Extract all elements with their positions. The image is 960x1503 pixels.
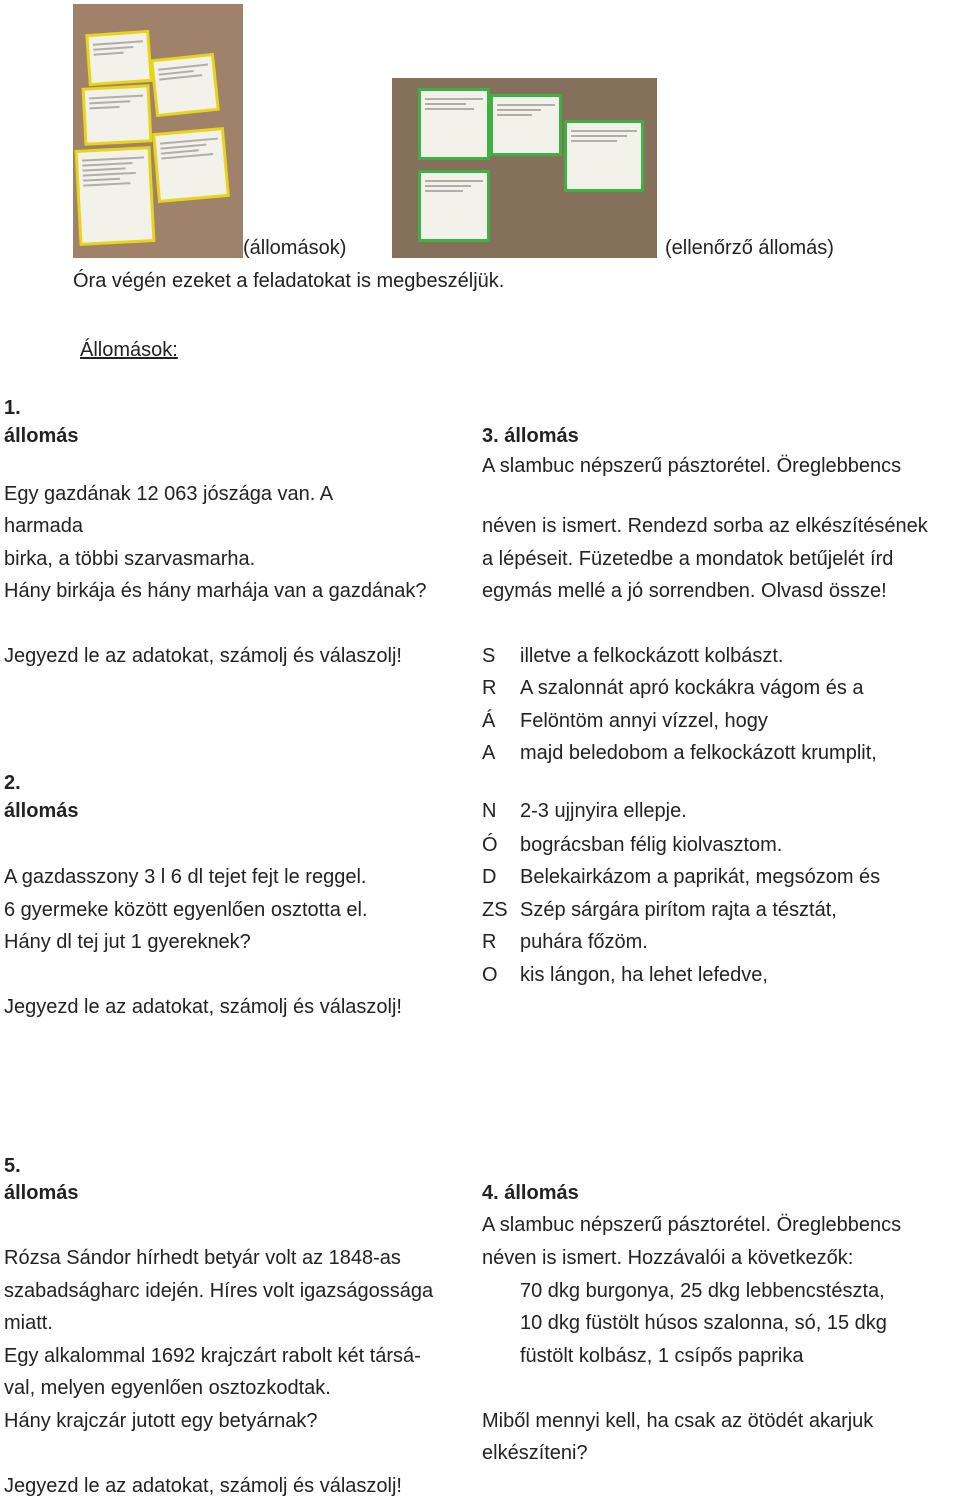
station5-line: szabadságharc idején. Híres volt igazságossága bbox=[4, 1280, 434, 1302]
station5-instruction: Jegyezd le az adatokat, számolj és válaszolj! bbox=[4, 1475, 402, 1497]
recipe-step bbox=[482, 894, 837, 927]
check-station-caption: (ellenőrző állomás) bbox=[665, 237, 834, 259]
yellow-card bbox=[152, 127, 230, 203]
station2-title: állomás bbox=[4, 800, 79, 822]
station5-line: Hány krajczár jutott egy betyárnak? bbox=[4, 1410, 318, 1432]
ingredient-line: 70 dkg burgonya, 25 dkg lebbencstészta, bbox=[520, 1280, 885, 1302]
step-letter: Á bbox=[482, 710, 496, 732]
station3-line: A slambuc népszerű pásztorétel. Öreglebbencs bbox=[482, 455, 902, 477]
stations-caption: (állomások) bbox=[243, 237, 347, 259]
station1-line: harmada bbox=[4, 515, 83, 537]
check-station-photo bbox=[392, 78, 657, 258]
step-text: Belekairkázom a paprikát, megsózom és bbox=[520, 866, 881, 888]
step-letter: D bbox=[482, 866, 497, 888]
station2-instruction: Jegyezd le az adatokat, számolj és válaszolj! bbox=[4, 996, 402, 1018]
green-card bbox=[418, 88, 490, 160]
recipe-step bbox=[482, 861, 880, 894]
stations-heading: Állomások: bbox=[80, 339, 178, 361]
green-card bbox=[490, 94, 562, 156]
green-card bbox=[564, 120, 644, 192]
yellow-card bbox=[82, 84, 153, 145]
station4-intro-line: néven is ismert. Hozzávalói a következők: bbox=[482, 1247, 854, 1269]
station3-title: 3. állomás bbox=[482, 425, 579, 447]
recipe-step bbox=[482, 640, 783, 673]
station5-title: állomás bbox=[4, 1182, 79, 1204]
step-letter: Ó bbox=[482, 834, 498, 856]
stations-photo bbox=[73, 4, 243, 258]
ingredient-line: 10 dkg füstölt húsos szalonna, só, 15 dkg bbox=[520, 1312, 887, 1334]
station5-number: 5. bbox=[4, 1155, 21, 1177]
step-text: Felöntöm annyi vízzel, hogy bbox=[520, 710, 768, 732]
step-letter: N bbox=[482, 800, 497, 822]
recipe-step bbox=[482, 795, 687, 828]
recipe-step bbox=[482, 737, 877, 770]
station1-number: 1. bbox=[4, 397, 21, 419]
station1-line: birka, a többi szarvasmarha. bbox=[4, 548, 256, 570]
station2-line: Hány dl tej jut 1 gyereknek? bbox=[4, 931, 251, 953]
station1-line: Hány birkája és hány marhája van a gazdának? bbox=[4, 580, 427, 602]
step-text: 2-3 ujjnyira ellepje. bbox=[520, 800, 687, 822]
station4-question: Miből mennyi kell, ha csak az ötödét akarjuk bbox=[482, 1410, 874, 1432]
yellow-card bbox=[75, 146, 156, 246]
step-letter: ZS bbox=[482, 899, 508, 921]
yellow-card bbox=[85, 30, 152, 86]
step-text: Szép sárgára pirítom rajta a tésztát, bbox=[520, 899, 837, 921]
step-text: kis lángon, ha lehet lefedve, bbox=[520, 964, 768, 986]
intro-text: Óra végén ezeket a feladatokat is megbeszéljük. bbox=[73, 270, 505, 292]
recipe-step bbox=[482, 959, 768, 992]
station2-line: 6 gyermeke között egyenlően osztotta el. bbox=[4, 899, 368, 921]
yellow-card bbox=[150, 53, 220, 117]
station3-line: néven is ismert. Rendezd sorba az elkészítésének bbox=[482, 515, 928, 537]
step-text: majd beledobom a felkockázott krumplit, bbox=[520, 742, 877, 764]
station3-line: egymás mellé a jó sorrendben. Olvasd össze! bbox=[482, 580, 887, 602]
station1-title: állomás bbox=[4, 425, 79, 447]
step-text: bográcsban félig kiolvasztom. bbox=[520, 834, 783, 856]
recipe-step bbox=[482, 672, 864, 705]
step-letter: R bbox=[482, 931, 497, 953]
station4-intro-line: A slambuc népszerű pásztorétel. Öreglebbencs bbox=[482, 1214, 902, 1236]
station2-line: A gazdasszony 3 l 6 dl tejet fejt le reggel. bbox=[4, 866, 367, 888]
step-letter: S bbox=[482, 645, 496, 667]
station5-line: val, melyen egyenlően osztozkodtak. bbox=[4, 1377, 331, 1399]
station2-number: 2. bbox=[4, 772, 21, 794]
step-text: A szalonnát apró kockákra vágom és a bbox=[520, 677, 864, 699]
step-letter: A bbox=[482, 742, 496, 764]
station5-line: Egy alkalommal 1692 krajczárt rabolt két társá- bbox=[4, 1345, 421, 1367]
step-text: illetve a felkockázott kolbászt. bbox=[520, 645, 784, 667]
station5-line: miatt. bbox=[4, 1312, 53, 1334]
recipe-step bbox=[482, 926, 648, 959]
recipe-step bbox=[482, 705, 768, 738]
station3-line: a lépéseit. Füzetedbe a mondatok betűjelét írd bbox=[482, 548, 894, 570]
station1-line: Egy gazdának 12 063 jószága van. A bbox=[4, 483, 334, 505]
station1-instruction: Jegyezd le az adatokat, számolj és válaszolj! bbox=[4, 645, 402, 667]
station5-line: Rózsa Sándor hírhedt betyár volt az 1848-as bbox=[4, 1247, 401, 1269]
step-letter: O bbox=[482, 964, 498, 986]
green-card bbox=[418, 170, 490, 242]
ingredient-line: füstölt kolbász, 1 csípős paprika bbox=[520, 1345, 804, 1367]
step-text: puhára főzöm. bbox=[520, 931, 648, 953]
recipe-step bbox=[482, 829, 782, 862]
station4-question: elkészíteni? bbox=[482, 1442, 588, 1464]
step-letter: R bbox=[482, 677, 497, 699]
station4-title: 4. állomás bbox=[482, 1182, 579, 1204]
